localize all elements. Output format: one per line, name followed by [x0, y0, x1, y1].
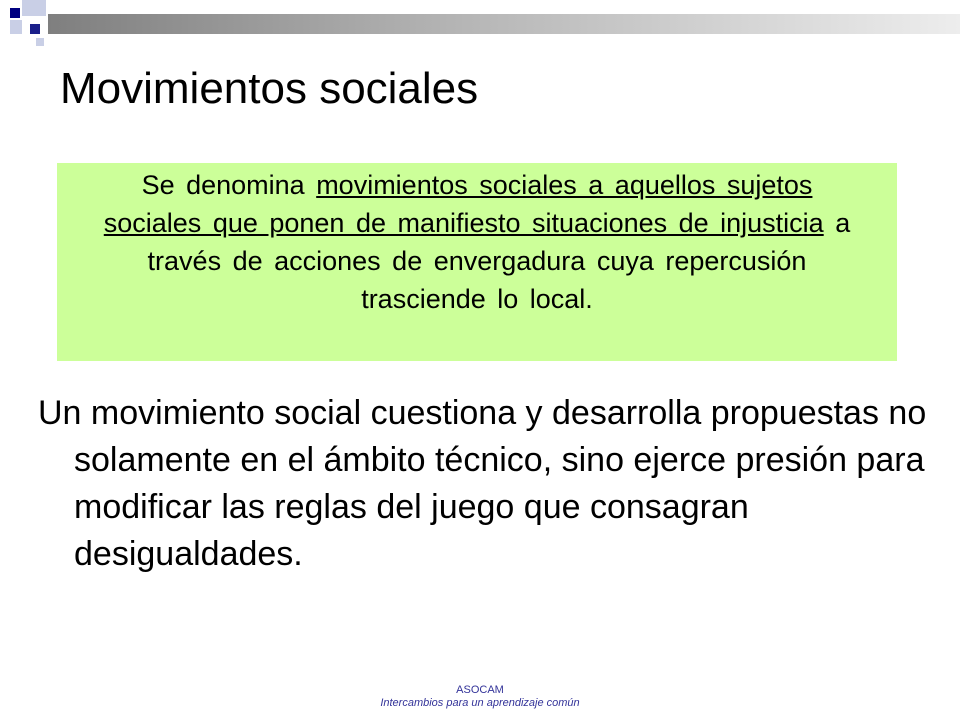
square-icon	[10, 8, 20, 18]
definition-text-before: Se denomina	[141, 170, 317, 200]
footer-organization: ASOCAM	[456, 684, 504, 696]
body-paragraph: Un movimiento social cuestiona y desarrolla propuestas no solamente en el ámbito técnico, sino ejerce presión para modificar las reglas del juego que consagran desigualdades.	[38, 394, 927, 573]
slide-title: Movimientos sociales	[60, 64, 479, 113]
square-icon	[36, 38, 44, 46]
footer-tagline: Intercambios para un aprendizaje común	[380, 697, 580, 709]
square-icon	[10, 20, 22, 34]
header-gradient-bar	[48, 14, 960, 34]
footer	[0, 684, 960, 710]
definition-text-after: a través de acciones de envergadura cuya repercusión trasciende lo local.	[147, 208, 851, 314]
square-icon	[30, 24, 40, 34]
definition-box	[57, 163, 897, 361]
square-icon	[22, 0, 46, 16]
definition-underlined-term: movimientos sociales a aquellos sujetos sociales que ponen de manifiesto situaciones de injusticia	[103, 170, 824, 238]
